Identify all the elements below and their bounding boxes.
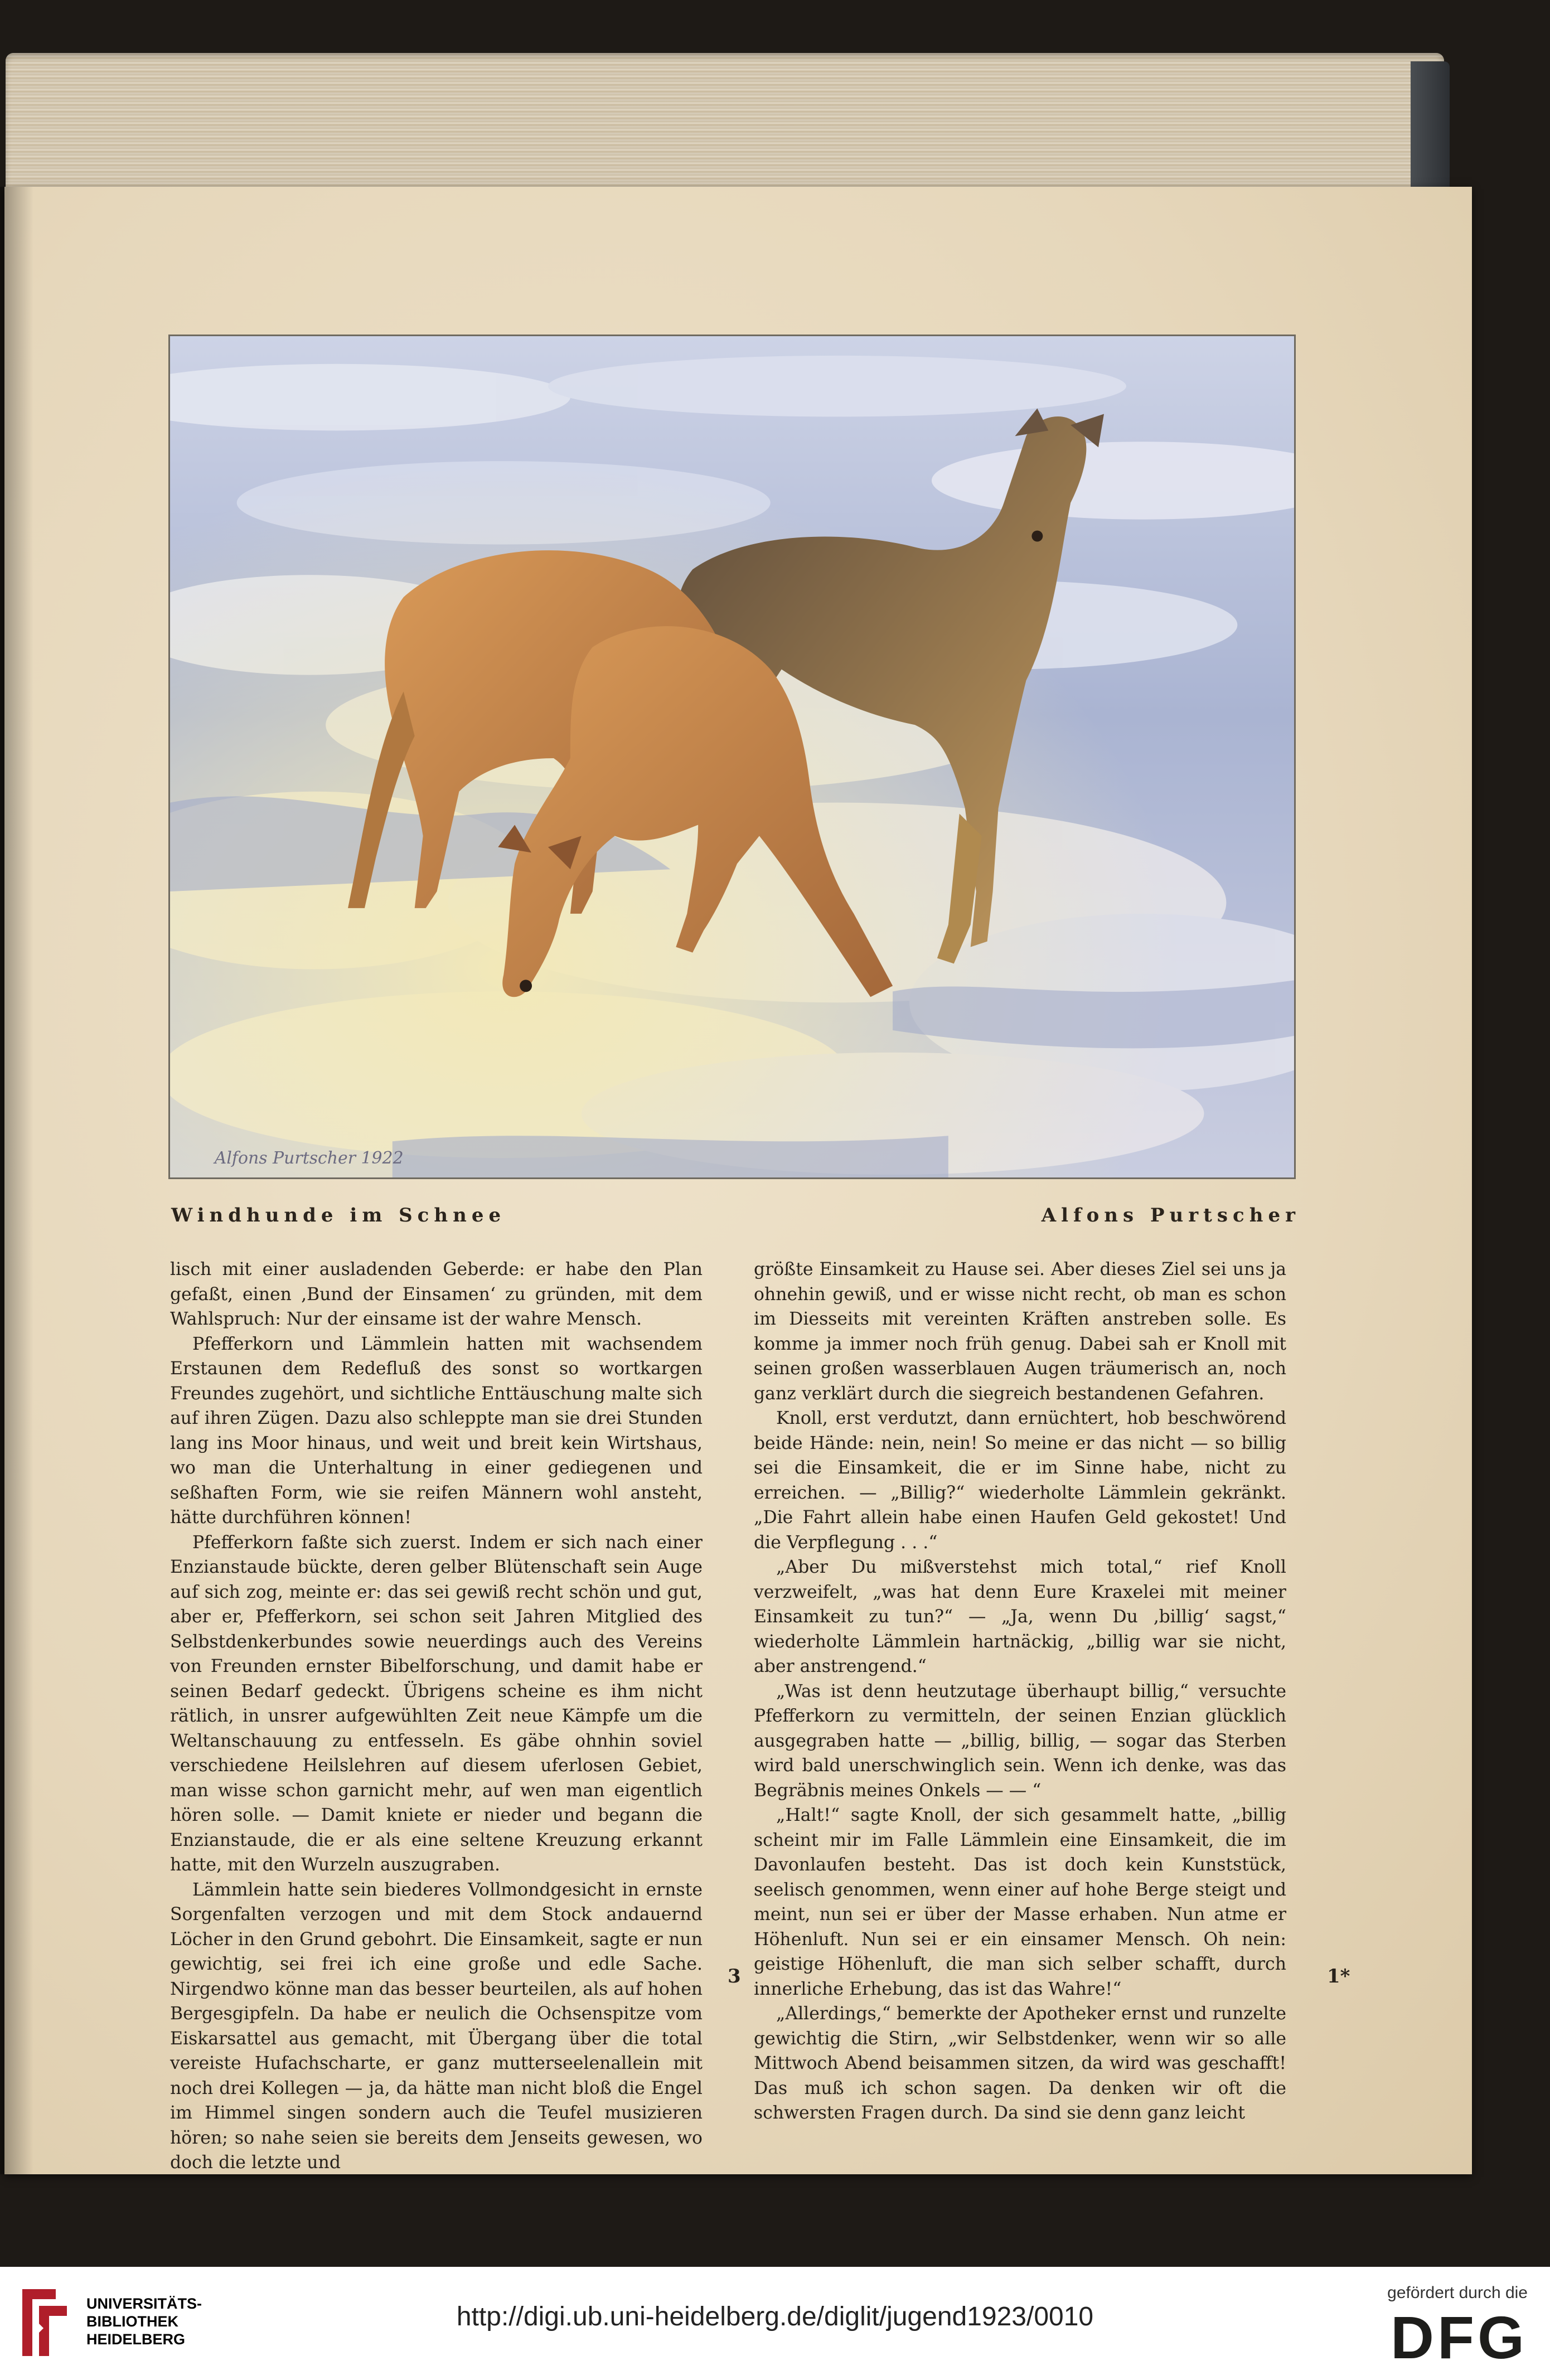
caption-artist: Alfons Purtscher	[1041, 1204, 1300, 1227]
text-column-right	[754, 1257, 1286, 2126]
painting-greyhounds-in-snow	[168, 335, 1296, 1179]
funding-label: gefördert durch die	[1387, 2284, 1528, 2302]
paragraph: „Halt!“ sagte Knoll, der sich gesammelt hatte, „billig scheint mir im Falle Lämmlein eine Einsamkeit, die im Davonlaufen besteht. Das ist doch kein Kunststück, seelisch genommen, wenn einer auf hohe Berge steigt und meint, nun sei er über der Masse erhaben. Nun atme er Höhenluft. Nun sei er ein einsamer Mensch. Oh nein: geistige Höhenluft, die man sich selber schafft, durch innerliche Erhebung, das ist das Wahre!“	[754, 1805, 1286, 1999]
dfg-logo: DFG	[1391, 2304, 1528, 2371]
spine-shadow	[0, 187, 33, 2174]
caption-title: Windhunde im Schnee	[171, 1204, 506, 1227]
library-name-line: BIBLIOTHEK	[86, 2313, 178, 2330]
signature-mark: 1*	[1327, 1965, 1350, 1988]
paragraph: Pfefferkorn und Lämmlein hatten mit wachsendem Erstaunen dem Redefluß des sonst so wortkargen Freundes zugehört, und sichtliche Enttäuschung malte sich auf ihren Zügen. Dazu also schleppte man sie drei Stunden lang ins Moor hinaus, und weit und breit kein Wirtshaus, wo man die Unterhaltung in einer gediegenen und seßhaften Form, wie sie reifen Männern wohl ansteht, hätte durchführen können!	[170, 1334, 703, 1528]
permalink-url[interactable]: http://digi.ub.uni-heidelberg.de/diglit/jugend1923/0010	[456, 2302, 1094, 2331]
text-column-left	[170, 1257, 703, 2175]
paragraph: Pfefferkorn faßte sich zuerst. Indem er sich nach einer Enzianstaude bückte, deren gelber Blütenschaft sein Auge auf sich zog, meinte er: das sei gewiß recht schön und gut, aber er, Pfefferkorn, sei schon seit Jahren Mitglied des Selbstdenkerbundes sowie neuerdings auch des Vereins von Freunden ernster Bibelforschung, und damit habe er seinen Bedarf gedeckt. Übrigens scheine es ihm nicht rätlich, in unsrer aufgewühlten Zeit neue Kämpfe um die Weltanschauung zu entfesseln. Es gäbe ohnhin soviel verschiedene Heilslehren auf diesem uferlosen Gebiet, man wisse schon garnicht mehr, auf wen man eigentlich hören solle. — Damit kniete er nieder und begann die Enzianstaude, die er als eine seltene Kreuzung erkannt hatte, mit den Wurzeln auszugraben.	[170, 1532, 703, 1875]
paragraph: Lämmlein hatte sein biederes Vollmondgesicht in ernste Sorgenfalten verzogen und mit dem Stock andauernd Löcher in den Grund gebohrt. Die Einsamkeit, sagte er nun gewichtig, sei frei ich eine große und edle Sache. Nirgendwo könne man das besser beurteilen, als auf hohen Bergesgipfeln. Da habe er neulich die Ochsenspitze vom Eiskarsattel aus gemacht, mit Übergang über die total vereiste Hufachscharte, er ganz mutterseelenallein mit noch drei Kollegen — ja, da hätte man nicht bloß die Engel im Himmel singen sondern auch die Teufel musizieren hören; so nahe seien sie bereits dem Jenseits gewesen, wo doch die letzte und	[170, 1879, 703, 2173]
book-page-edges	[6, 53, 1444, 192]
paragraph: „Was ist denn heutzutage überhaupt billig,“ versuchte Pfefferkorn zu vermitteln, der seinen Enzian glücklich ausgegraben hatte — „billig, billig, — sogar das Sterben wird bald unerschwinglich sein. Wenn ich denke, was das Begräbnis meines Onkels — — “	[754, 1681, 1286, 1801]
paragraph: lisch mit einer ausladenden Geberde: er habe den Plan gefaßt, einen ‚Bund der Einsamen‘ zu gründen, mit dem Wahlspruch: Nur der einsame ist der wahre Mensch.	[170, 1259, 703, 1329]
paragraph: Knoll, erst verdutzt, dann ernüchtert, hob beschwörend beide Hände: nein, nein! So meine er das nicht — so billig sei die Einsamkeit, die er im Sinne habe, nicht zu erreichen. — „Billig?“ wiederholte Lämmlein gekränkt. „Die Fahrt allein habe einen Haufen Geld gekostet! Und die Verpflegung . . .“	[754, 1408, 1286, 1553]
library-name-line: HEIDELBERG	[86, 2331, 186, 2348]
paragraph: größte Einsamkeit zu Hause sei. Aber dieses Ziel sei uns ja ohnehin gewiß, und er wisse nicht recht, ob man es schon im Diesseits mit vereinten Kräften anstreben solle. Es komme ja immer noch früh genug. Dabei sah er Knoll mit seinen großen wasserblauen Augen träumerisch an, noch ganz verklärt durch die siegreich bestandenen Gefahren.	[754, 1259, 1286, 1404]
paragraph: „Aber Du mißverstehst mich total,“ rief Knoll verzweifelt, „was hat denn Eure Kraxelei mit meiner Einsamkeit zu tun?“ — „Ja, wenn Du ‚billig‘ sagst,“ wiederholte Lämmlein hartnäckig, „billig war sie nicht, aber anstrengend.“	[754, 1557, 1286, 1676]
digitization-footer	[0, 2267, 1550, 2380]
painting-svg	[170, 336, 1294, 1177]
book-cover-edge	[1411, 61, 1450, 206]
library-name-line: UNIVERSITÄTS-	[86, 2295, 202, 2312]
painter-signature: Alfons Purtscher 1922	[214, 1148, 404, 1169]
page-number: 3	[728, 1965, 741, 1988]
paragraph: „Allerdings,“ bemerkte der Apotheker ernst und runzelte gewichtig die Stirn, „wir Selbstdenker, wenn wir so alle Mittwoch Abend beisammen sitzen, da wird was geschafft! Das muß ich schon sagen. Da denken wir oft die schwersten Fragen durch. Da sind sie denn ganz leicht	[754, 2004, 1286, 2123]
